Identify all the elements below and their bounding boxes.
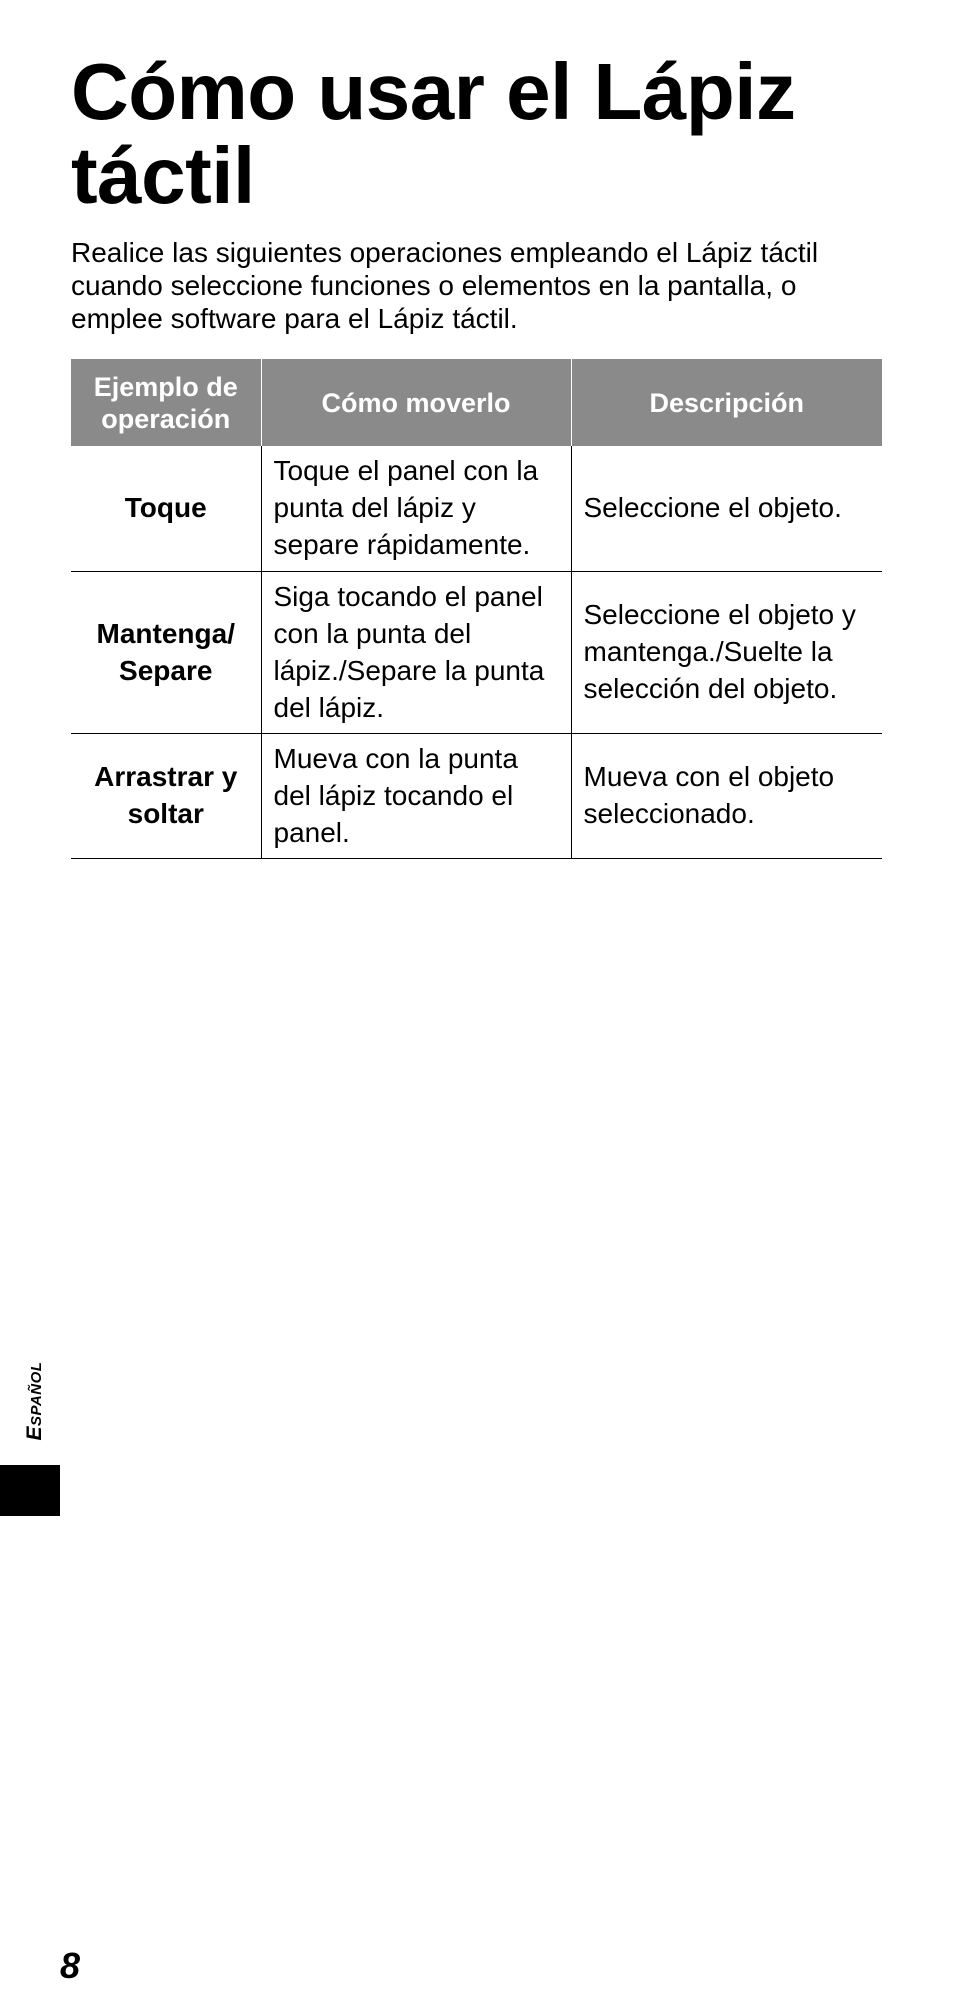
cell-description: Seleccione el objeto.: [571, 446, 882, 571]
header-description: Descripción: [571, 359, 882, 446]
table-header-row: [71, 359, 882, 446]
language-side-label: [20, 1348, 50, 1453]
language-label-text: Español: [23, 1361, 46, 1440]
cell-how: Mueva con la punta del lápiz tocando el panel.: [261, 733, 571, 858]
page-title: Cómo usar el Lápiz táctil: [71, 47, 796, 220]
cell-operation: Mantenga/ Separe: [71, 571, 261, 733]
table-row: [71, 733, 882, 858]
cell-description: Mueva con el objeto seleccionado.: [571, 733, 882, 858]
header-operation-example: Ejemplo de operación: [71, 359, 261, 446]
operations-table: [71, 359, 882, 859]
table-row: [71, 446, 882, 571]
header-how-to-move: Cómo moverlo: [261, 359, 571, 446]
cell-description: Seleccione el objeto y mantenga./Suelte la selección del objeto.: [571, 571, 882, 733]
language-tab-marker: [0, 1465, 60, 1516]
cell-how: Siga tocando el panel con la punta del lápiz./Separe la punta del lápiz.: [261, 571, 571, 733]
cell-operation: Arrastrar y soltar: [71, 733, 261, 858]
intro-paragraph: Realice las siguientes operaciones empleando el Lápiz táctil cuando seleccione funciones o elementos en la pantalla, o emplee software para el Lápiz táctil.: [71, 237, 819, 334]
table-row: [71, 571, 882, 733]
cell-operation: Toque: [71, 446, 261, 571]
cell-how: Toque el panel con la punta del lápiz y separe rápidamente.: [261, 446, 571, 571]
page-number: 8: [60, 1945, 81, 1986]
